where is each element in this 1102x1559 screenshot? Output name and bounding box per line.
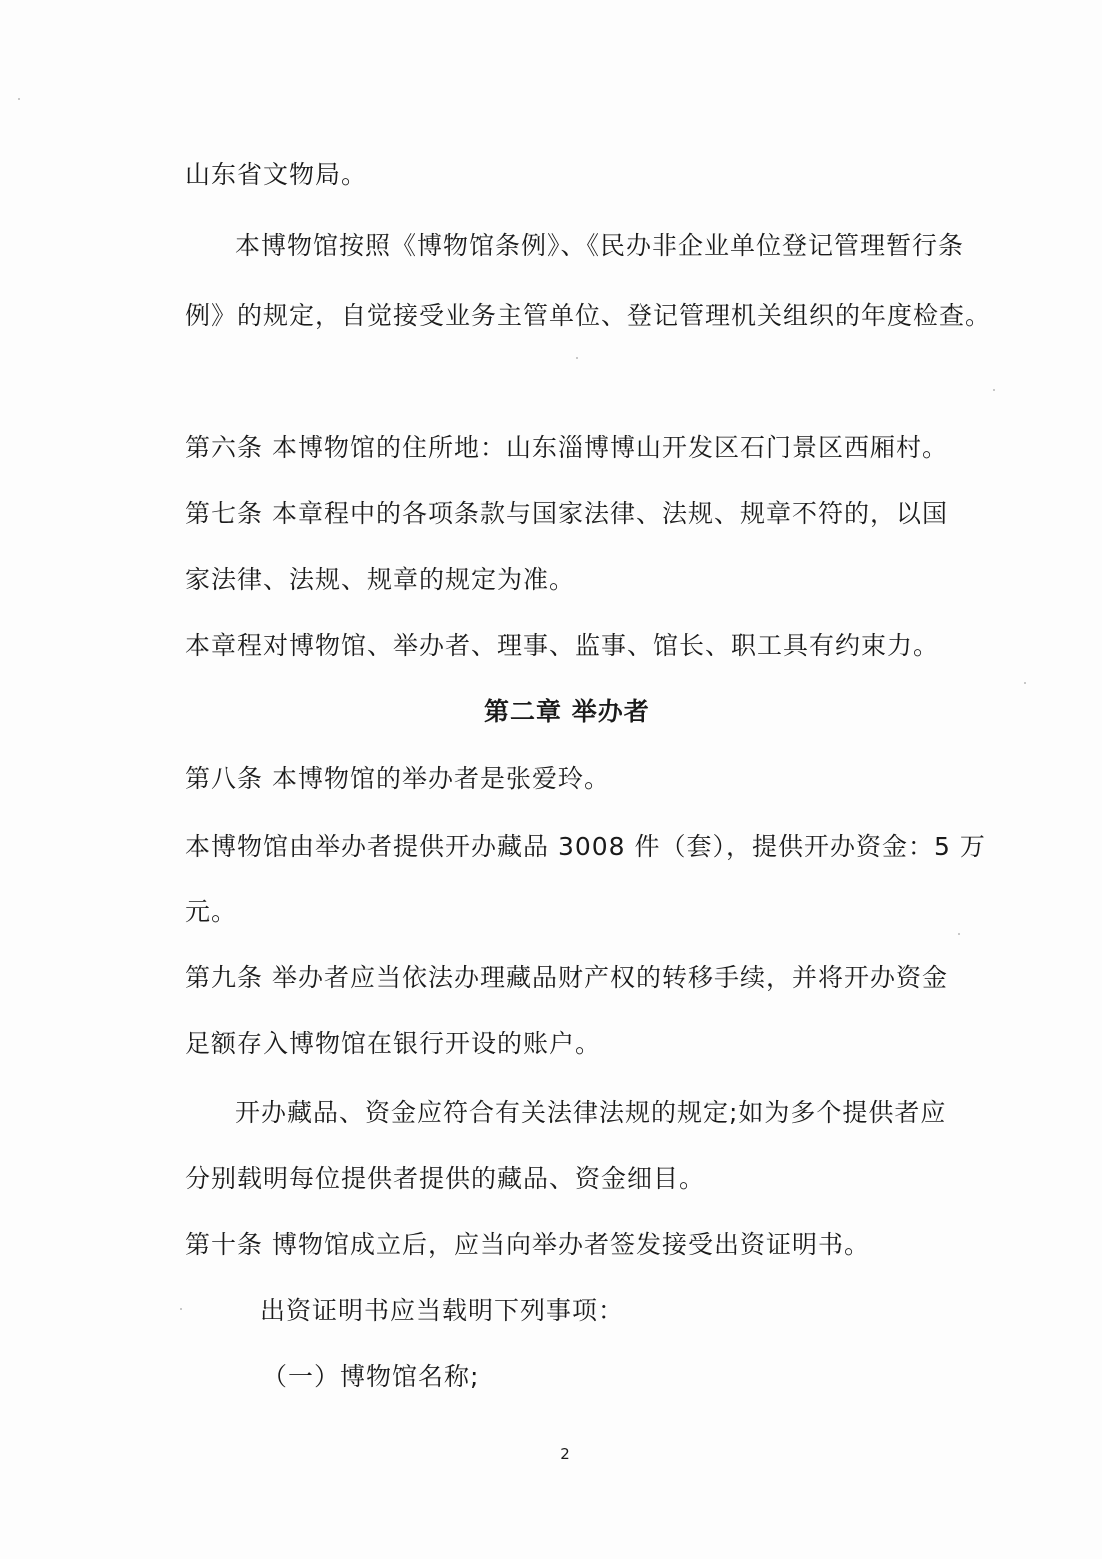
scan-speck bbox=[18, 98, 20, 100]
text-line: 足额存入博物馆在银行开设的账户。 bbox=[185, 1029, 602, 1058]
scan-speck bbox=[1024, 682, 1026, 684]
text-line: 山东省文物局。 bbox=[185, 160, 368, 189]
text-line: 分别载明每位提供者提供的藏品、资金细目。 bbox=[185, 1164, 706, 1193]
text-line: 第六条 本博物馆的住所地：山东淄博博山开发区石门景区西厢村。 bbox=[185, 433, 948, 462]
text-line: 第七条 本章程中的各项条款与国家法律、法规、规章不符的，以国 bbox=[185, 499, 948, 528]
text-line: 第十条 博物馆成立后，应当向举办者签发接受出资证明书。 bbox=[185, 1230, 870, 1259]
chapter-heading: 第二章 举办者 bbox=[484, 697, 650, 726]
text-line: 出资证明书应当载明下列事项： bbox=[260, 1296, 625, 1325]
text-line: （一）博物馆名称; bbox=[262, 1362, 480, 1391]
scan-speck bbox=[576, 357, 578, 359]
text-line: 本博物馆由举办者提供开办藏品 3008 件（套），提供开办资金：5 万 bbox=[185, 832, 986, 861]
scan-speck bbox=[180, 1308, 182, 1310]
page-number: 2 bbox=[560, 1445, 570, 1463]
text-line: 第九条 举办者应当依法办理藏品财产权的转移手续，并将开办资金 bbox=[185, 963, 948, 992]
text-line: 第八条 本博物馆的举办者是张爱玲。 bbox=[185, 764, 610, 793]
scan-speck bbox=[993, 389, 995, 391]
scan-speck bbox=[958, 933, 960, 935]
text-line: 例》的规定，自觉接受业务主管单位、登记管理机关组织的年度检查。 bbox=[185, 301, 992, 330]
text-line: 本章程对博物馆、举办者、理事、监事、馆长、职工具有约束力。 bbox=[185, 631, 940, 660]
text-line: 开办藏品、资金应符合有关法律法规的规定;如为多个提供者应 bbox=[235, 1098, 947, 1127]
text-line: 家法律、法规、规章的规定为准。 bbox=[185, 565, 576, 594]
text-line: 本博物馆按照《博物馆条例》、《民办非企业单位登记管理暂行条 bbox=[235, 231, 965, 260]
text-line: 元。 bbox=[185, 897, 238, 926]
